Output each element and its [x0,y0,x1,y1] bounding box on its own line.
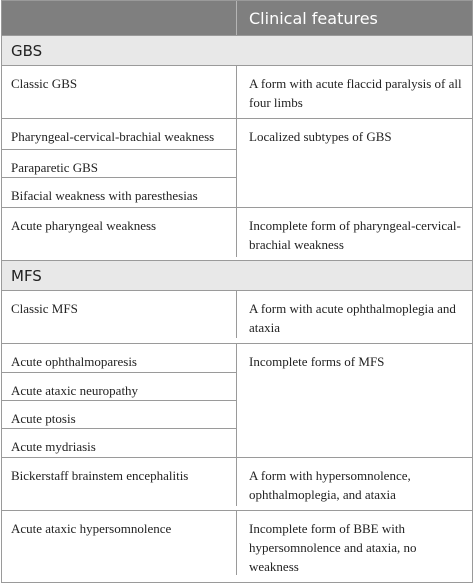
section-title-gbs: GBS [2,35,472,65]
row-label: Classic GBS [2,66,237,118]
table-row-group [2,343,472,457]
row-label: Acute ophthalmoparesis [11,354,137,369]
table-row-group [2,118,472,207]
row-feature: A form with hypersomnolence, ophthalmoplegia, and ataxia [249,468,411,502]
row-feature: A form with acute ophthalmoplegia and ataxia [249,301,456,335]
table-row [2,290,472,343]
row-feature: A form with acute flaccid paralysis of all four limbs [249,76,462,110]
section-title-mfs: MFS [2,260,472,290]
row-feature: Incomplete form of pharyngeal-cervical-brachial weakness [249,218,461,252]
row-label: Acute mydriasis [2,428,236,457]
table-row [2,457,472,510]
row-label: Bifacial weakness with paresthesias [2,177,236,207]
table-row [2,510,472,582]
row-label: Pharyngeal-cervical-brachial weakness [11,129,215,144]
row-label: Acute pharyngeal weakness [2,208,237,257]
row-label: Bickerstaff brainstem encephalitis [2,458,237,506]
table-row [2,207,472,260]
row-feature: Incomplete form of BBE with hypersomnolence and ataxia, no weakness [249,521,417,574]
clinical-features-table [1,0,473,583]
header-col1 [2,1,237,35]
row-label: Classic MFS [2,291,237,338]
header-col2: Clinical features [249,8,378,28]
row-label: Paraparetic GBS [2,149,236,177]
row-feature: Localized subtypes of GBS [249,129,392,144]
table-header [2,1,472,35]
table-row [2,65,472,118]
row-label: Acute ataxic neuropathy [2,372,236,400]
row-feature: Incomplete forms of MFS [249,354,385,369]
row-label: Acute ptosis [2,400,236,428]
row-label: Acute ataxic hypersomnolence [2,511,237,575]
